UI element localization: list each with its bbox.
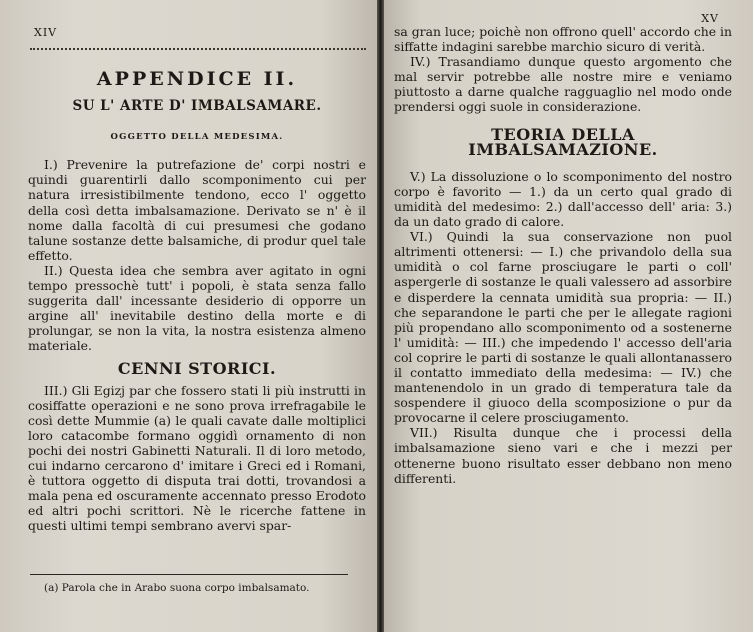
paragraph-3: III.) Gli Egizj par che fossero stati li più instrutti in cosiffatte operazioni e ne sono prova irrefragabile le così dette Mummie (a) le quali cavate dalle moltiplici loro catacombe formano oggidì ornamento di non pochi dei nostri Gabinetti Naturali. Il di loro metodo, cui indarno cercarono d' imitare i Greci ed i Romani, è tuttora oggetto di disputa trai dotti, trovandosi a mala pena ed oscuramente accennato presso Erodoto ed altri pochi scrittori. Nè le ricerche fattene in questi ultimi tempi sembrano avervi spar- (28, 382, 366, 534)
header-rule (30, 48, 366, 50)
appendix-subtitle: SU L' ARTE D' IMBALSAMARE. (72, 98, 322, 115)
paragraph-4: IV.) Trasandiamo dunque questo argomento che mal servir potrebbe alle nostre mire e veniamo piuttosto a darne qualche ragguaglio nel modo onde prendersi oggi suole in considerazione. (394, 54, 732, 115)
paragraph-5: V.) La dissoluzione o lo scomponimento del nostro corpo è favorito — 1.) da un certo qual grado di umidità del medesimo: 2.) dall'accesso dell' aria: 3.) da un dato grado di calore. (394, 168, 732, 230)
right-page-text (394, 24, 732, 486)
right-page (384, 0, 753, 632)
section-heading-teoria: TEORIA DELLA IMBALSAMAZIONE. (468, 124, 658, 159)
section-subhead: OGGETTO DELLA MEDESIMA. (110, 132, 284, 143)
footnote: (a) Parola che in Arabo suona corpo imbalsamato. (44, 582, 310, 594)
page-number-left: XIV (34, 26, 58, 39)
footnote-rule (30, 574, 348, 575)
paragraph-1: I.) Prevenire la putrefazione de' corpi nostri e quindi guarentirli dallo scomponimento cui per natura irresistibilmente tendono, ecco l' oggetto della così detta imbalsamazione. Derivato se n' è il nome dalla facoltà di cui presumesi che godano talune sostanze dette balsamiche, di produr quel tale effetto. (28, 157, 366, 263)
paragraph-continued: sa gran luce; poichè non offrono quell' accordo che in siffatte indagini sarebbe marchio sicuro di verità. (394, 24, 732, 55)
appendix-title: APPENDICE II. (96, 68, 298, 90)
section-heading-cenni: CENNI STORICI. (117, 358, 277, 378)
page-number-right: XV (701, 12, 719, 25)
book-gutter (377, 0, 384, 632)
paragraph-6: VI.) Quindi la sua conservazione non puol altrimenti ottenersi: — I.) che privandolo della sua umidità o col farne prosciugare le parti o coll' aspergerle di sostanze le quali valessero ad assorbire e disperdere la cennata umidità sua propria: — II.) che separandone le parti che per le allegate ragioni più propendano allo scomponimento od a sostenerne l' umidità: — III.) che impedendo l' accesso dell'aria col coprire le parti di sostanze le quali allontanassero il contatto immediato della medesima: — IV.) che mantenendolo in un grado di temperatura tale da sospendere il giuoco della scomposizione o pur da provocarne il celere prosciugamento. (394, 229, 732, 426)
paragraph-7: VII.) Risulta dunque che i processi della imbalsamazione sieno vari e che i mezzi per ottenerne buono risultato esser debbano non meno differenti. (394, 425, 732, 486)
paragraph-2: II.) Questa idea che sembra aver agitato in ogni tempo pressochè tutt' i popoli, è stata senza fallo suggerita dall' incessante desiderio di opporre un argine all' inevitabile destino della morte e di prolungar, se non la vita, la nostra esistenza almeno materiale. (28, 262, 366, 354)
left-page-text (28, 68, 366, 534)
